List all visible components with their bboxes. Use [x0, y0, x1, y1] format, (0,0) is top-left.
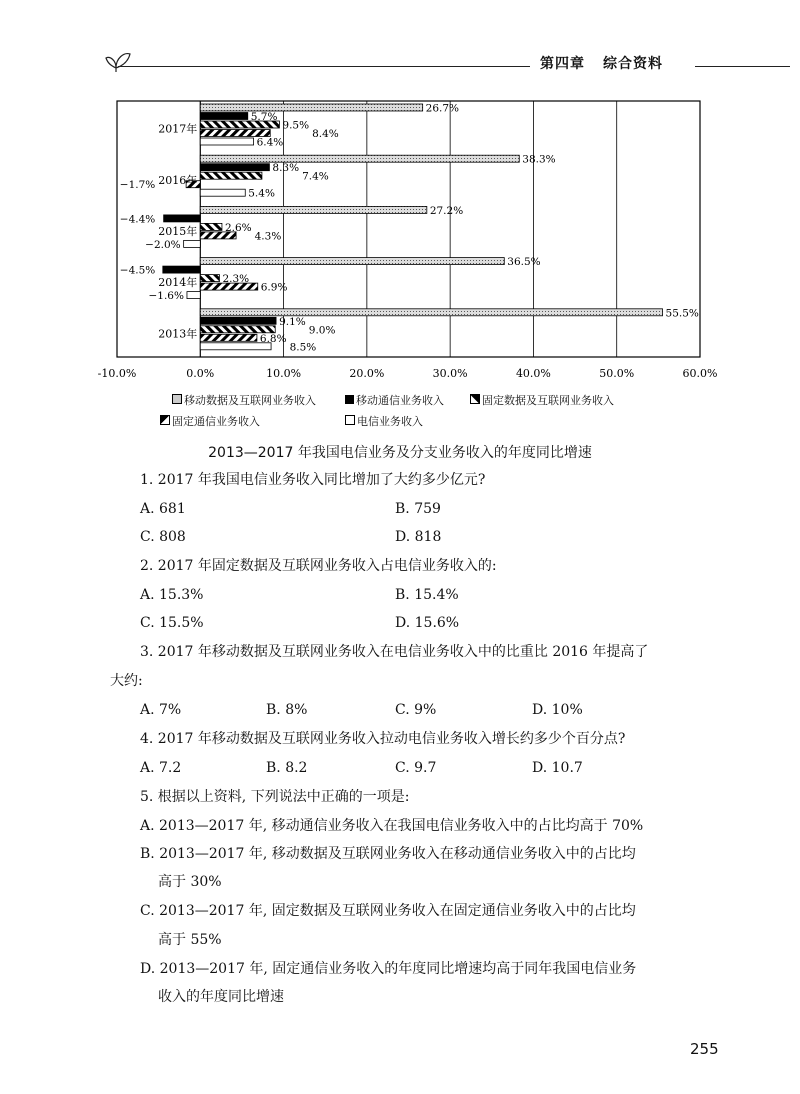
- x-tick-label: 60.0%: [682, 367, 718, 380]
- option: A. 681: [140, 501, 186, 517]
- chapter-title: 第四章 综合资料: [540, 56, 663, 72]
- option-cont: 高于 30%: [158, 874, 222, 890]
- legend-item-mobile-data: 移动数据及互联网业务收入: [172, 392, 316, 408]
- x-tick-label: 30.0%: [432, 367, 468, 380]
- data-label: −4.5%: [119, 264, 156, 277]
- header-rule-left: [118, 66, 530, 67]
- leaf-icon: [104, 46, 134, 72]
- category-label: 2016年: [158, 173, 198, 187]
- data-label: 7.4%: [302, 170, 329, 183]
- bar: [200, 189, 245, 196]
- page-number: 255: [690, 1040, 719, 1058]
- data-label: 4.3%: [254, 230, 282, 243]
- question-1: 1. 2017 年我国电信业务收入同比增加了大约多少亿元?: [140, 472, 486, 488]
- option: B. 15.4%: [395, 587, 459, 603]
- data-label: 9.0%: [308, 324, 336, 337]
- option: D. 10.7: [532, 760, 583, 776]
- category-label: 2014年: [158, 276, 198, 290]
- header-rule-right: [695, 66, 790, 67]
- option-cont: 高于 55%: [158, 932, 222, 948]
- data-label: 55.5%: [665, 307, 699, 320]
- x-tick-label: 50.0%: [599, 367, 635, 380]
- x-tick-label: 40.0%: [515, 367, 551, 380]
- data-label: 9.5%: [282, 119, 310, 132]
- option: B. 2013—2017 年, 移动数据及互联网业务收入在移动通信业务收入中的占比均: [140, 846, 636, 862]
- option: C. 808: [140, 529, 186, 545]
- data-label: 9.1%: [279, 315, 306, 328]
- data-label: 6.4%: [256, 136, 284, 149]
- x-tick-label: 10.0%: [266, 367, 302, 380]
- data-label: 5.4%: [248, 187, 275, 200]
- question-5: 5. 根据以上资料, 下列说法中正确的一项是:: [140, 789, 410, 805]
- bar: [187, 292, 200, 299]
- data-label: 27.2%: [429, 204, 464, 217]
- data-label: 2.6%: [224, 221, 252, 234]
- bar: [163, 266, 200, 273]
- legend-item-fixed-comm: 固定通信业务收入: [160, 413, 260, 429]
- bar: [200, 334, 257, 341]
- data-label: 8.4%: [312, 128, 339, 140]
- option: B. 8%: [266, 702, 308, 718]
- data-label: 38.3%: [522, 153, 556, 166]
- category-label: 2015年: [158, 225, 198, 238]
- legend-item-mobile-comm: 移动通信业务收入: [345, 392, 444, 408]
- bar: [200, 275, 219, 282]
- option: D. 15.6%: [395, 615, 460, 631]
- option: C. 9%: [395, 702, 437, 718]
- bar: [200, 130, 270, 137]
- data-label: 5.7%: [250, 111, 278, 123]
- bar: [184, 240, 201, 247]
- option: D. 2013—2017 年, 固定通信业务收入的年度同比增速均高于同年我国电信业务: [140, 961, 637, 977]
- question-3-cont: 大约:: [110, 673, 143, 689]
- data-label: −4.4%: [119, 213, 156, 226]
- bar: [200, 138, 253, 145]
- growth-bar-chart: [50, 95, 750, 385]
- x-tick-label: -10.0%: [97, 367, 137, 380]
- data-label: −1.6%: [148, 290, 184, 303]
- bar: [200, 326, 275, 333]
- legend-item-telecom: 电信业务收入: [345, 413, 423, 429]
- x-tick-label: 20.0%: [349, 367, 385, 380]
- bar: [200, 172, 262, 179]
- option: B. 8.2: [266, 760, 308, 776]
- option: A. 7.2: [140, 760, 182, 776]
- category-label: 2017年: [158, 122, 198, 136]
- bar: [200, 155, 519, 162]
- option: A. 2013—2017 年, 移动通信业务收入在我国电信业务收入中的占比均高于 70%: [140, 818, 644, 834]
- bar: [200, 309, 662, 316]
- bar: [200, 104, 422, 111]
- data-label: 2.3%: [222, 273, 250, 286]
- data-label: 6.8%: [259, 332, 287, 345]
- data-label: 6.9%: [260, 281, 288, 294]
- legend-item-fixed-data: 固定数据及互联网业务收入: [470, 392, 614, 408]
- option: D. 10%: [532, 702, 583, 718]
- data-label: 8.3%: [272, 162, 300, 175]
- question-3: 3. 2017 年移动数据及互联网业务收入在电信业务收入中的比重比 2016 年提高了: [140, 644, 649, 660]
- chart-caption: 2013—2017 年我国电信业务及分支业务收入的年度同比增速: [208, 445, 592, 461]
- data-label: −1.7%: [119, 179, 156, 192]
- option: B. 759: [395, 501, 441, 517]
- data-label: 8.5%: [289, 341, 317, 354]
- bar: [200, 164, 269, 171]
- data-label: −2.0%: [145, 238, 181, 251]
- option: D. 818: [395, 529, 442, 545]
- data-label: 26.7%: [425, 102, 460, 115]
- bar: [200, 206, 427, 213]
- question-4: 4. 2017 年移动数据及互联网业务收入拉动电信业务收入增长约多少个百分点?: [140, 731, 626, 747]
- bar: [200, 317, 276, 324]
- option: C. 9.7: [395, 760, 437, 776]
- bar: [200, 258, 504, 265]
- question-2: 2. 2017 年固定数据及互联网业务收入占电信业务收入的:: [140, 558, 497, 574]
- bar: [164, 215, 201, 222]
- x-tick-label: 0.0%: [186, 367, 215, 380]
- bar: [200, 113, 247, 120]
- option: A. 15.3%: [140, 587, 204, 603]
- category-label: 2013年: [158, 327, 198, 341]
- option: A. 7%: [140, 702, 182, 718]
- option: C. 15.5%: [140, 615, 204, 631]
- bar: [200, 223, 222, 230]
- option: C. 2013—2017 年, 固定数据及互联网业务收入在固定通信业务收入中的占比均: [140, 903, 636, 919]
- data-label: 36.5%: [507, 256, 541, 269]
- option-cont: 收入的年度同比增速: [158, 989, 284, 1005]
